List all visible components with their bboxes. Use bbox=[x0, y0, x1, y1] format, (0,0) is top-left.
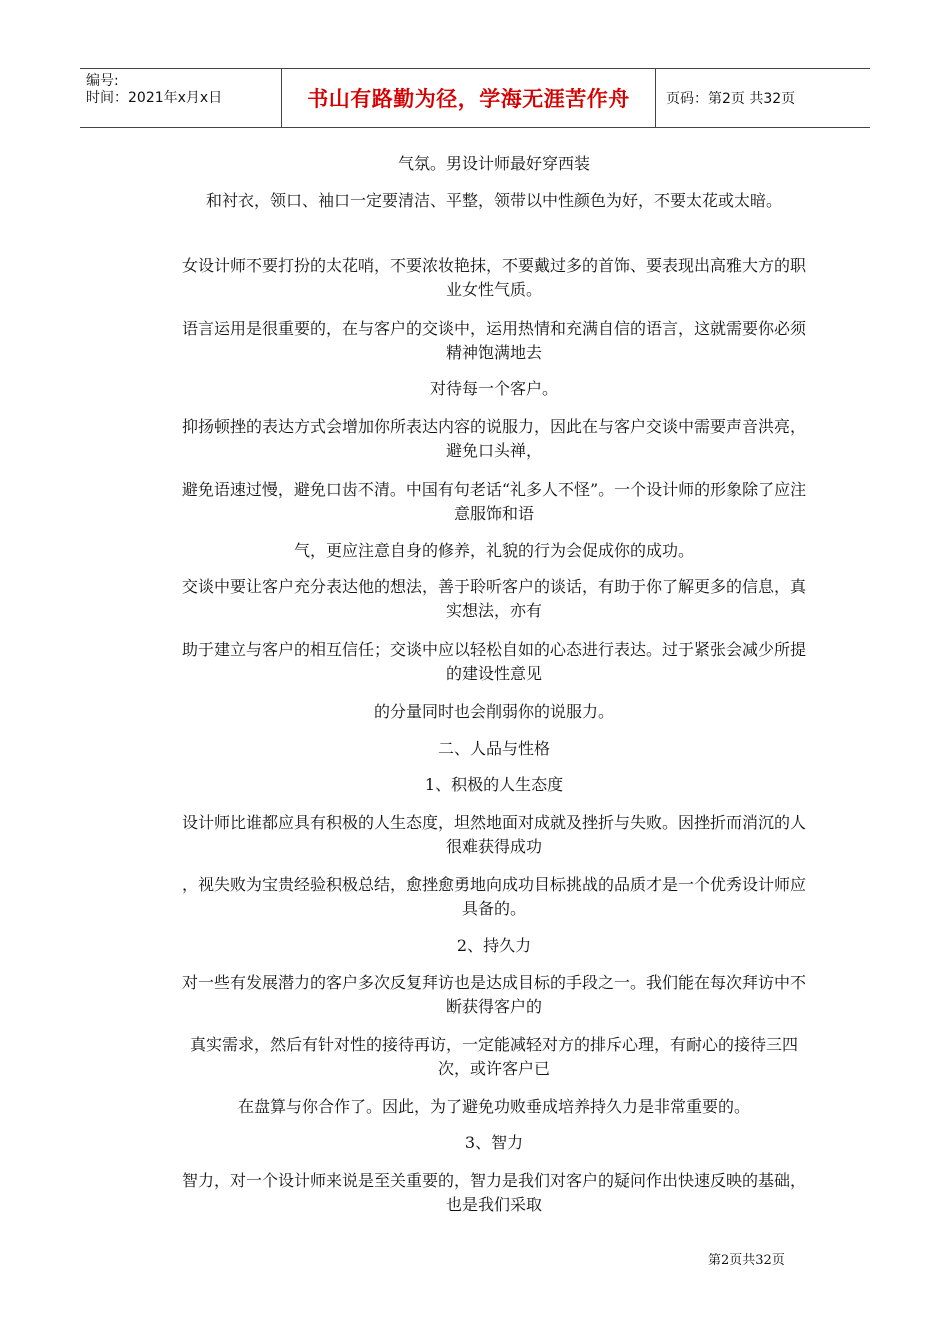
page-header bbox=[80, 68, 870, 128]
paragraph: 女设计师不要打扮的太花哨，不要浓妆艳抹，不要戴过多的首饰、要表现出高雅大方的职业女性气质。 bbox=[181, 256, 806, 299]
paragraph: 气，更应注意自身的修养，礼貌的行为会促成你的成功。 bbox=[293, 541, 694, 560]
paragraph: 抑扬顿挫的表达方式会增加你所表达内容的说服力，因此在与客户交谈中需要声音洪亮，避免口头禅， bbox=[181, 417, 806, 460]
paragraph: 语言运用是很重要的，在与客户的交谈中，运用热情和充满自信的语言，这就需要你必须精神饱满地去 bbox=[181, 319, 806, 362]
paragraph: 智力，对一个设计师来说是至关重要的，智力是我们对客户的疑问作出快速反映的基础，也是我们采取 bbox=[181, 1171, 806, 1214]
header-motto: 书山有路勤为径，学海无涯苦作舟 bbox=[282, 69, 656, 127]
paragraph: 二、人品与性格 bbox=[437, 739, 550, 758]
paragraph: 2、持久力 bbox=[456, 936, 532, 955]
paragraph: 气氛。男设计师最好穿西装 bbox=[397, 154, 590, 173]
page-footer: 第2页共32页 bbox=[708, 1253, 785, 1268]
paragraph: 3、智力 bbox=[464, 1133, 524, 1152]
paragraph: 在盘算与你合作了。因此，为了避免功败垂成培养持久力是非常重要的。 bbox=[237, 1097, 750, 1116]
time-label: 时间：2021年x月x日 bbox=[86, 90, 223, 106]
paragraph: 1、积极的人生态度 bbox=[424, 775, 564, 794]
header-meta-cell bbox=[80, 69, 282, 127]
paragraph: 避免语速过慢，避免口齿不清。中国有句老话“礼多人不怪”。一个设计师的形象除了应注意服饰和语 bbox=[181, 480, 807, 523]
paragraph: 助于建立与客户的相互信任；交谈中应以轻松自如的心态进行表达。过于紧张会减少所提的建设性意见 bbox=[181, 640, 806, 683]
paragraph: 对待每一个客户。 bbox=[429, 379, 558, 398]
paragraph: 的分量同时也会削弱你的说服力。 bbox=[373, 702, 614, 721]
paragraph: 交谈中要让客户充分表达他的想法，善于聆听客户的谈话，有助于你了解更多的信息，真实想法，亦有 bbox=[181, 577, 806, 620]
paragraph: 和衬衣，领口、袖口一定要清洁、平整，领带以中性颜色为好，不要太花或太暗。 bbox=[205, 191, 782, 210]
paragraph: 真实需求，然后有针对性的接待再访，一定能减轻对方的排斥心理，有耐心的接待三四次，或许客户已 bbox=[189, 1035, 798, 1078]
paragraph: 设计师比谁都应具有积极的人生态度，坦然地面对成就及挫折与失败。因挫折而消沉的人很难获得成功 bbox=[181, 813, 806, 856]
number-label: 编号: bbox=[86, 73, 119, 89]
paragraph: ，视失败为宝贵经验积极总结，愈挫愈勇地向成功目标挑战的品质才是一个优秀设计师应具备的。 bbox=[181, 875, 806, 918]
paragraph: 对一些有发展潜力的客户多次反复拜访也是达成目标的手段之一。我们能在每次拜访中不断获得客户的 bbox=[181, 973, 806, 1016]
header-page-info: 页码：第2页 共32页 bbox=[666, 91, 796, 107]
